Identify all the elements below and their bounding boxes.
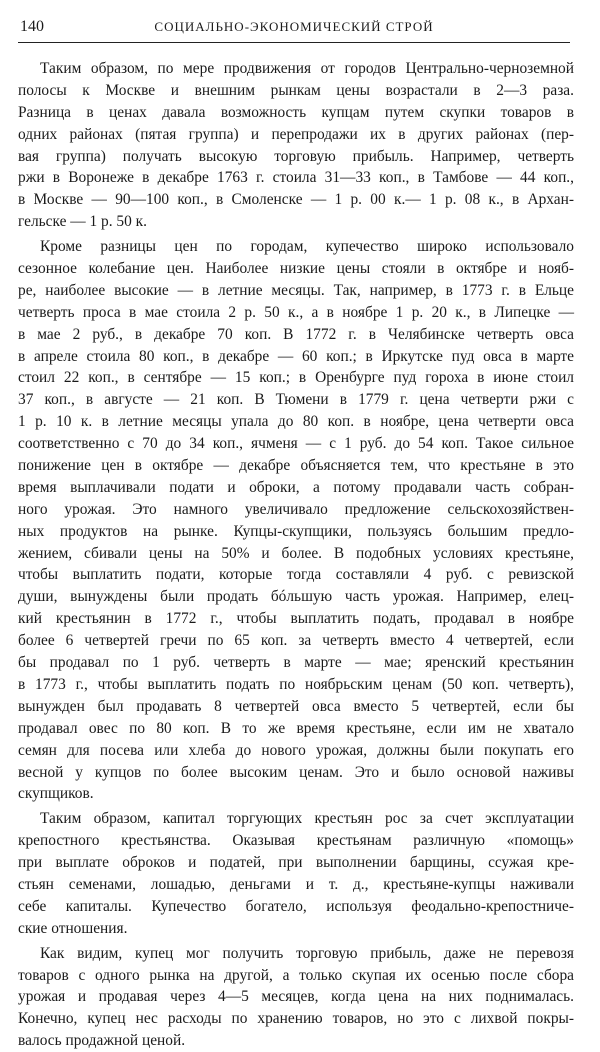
text-line: в мае 2 руб., в декабре 70 коп. В 1772 г. в Челябинске четверть овса: [18, 325, 574, 343]
text-line: бы продавал по 1 руб. четверть в марте — мае; яренский крестьянин: [18, 654, 574, 672]
page-number: 140: [20, 18, 44, 35]
text-line: семян для посева или хлеба до нового урожая, должны были покупать его: [18, 741, 574, 759]
text-line: полосы к Москве и внешним рынкам цены возрастали в 2—3 раза.: [18, 81, 574, 99]
text-line: Таким образом, капитал торгующих крестьян рос за счет эксплуатации: [40, 810, 574, 828]
text-line: чтобы выплатить подати, которые тогда составляли 4 руб. с ревизской: [18, 566, 574, 584]
text-line: товаров с одного рынка на другой, а только скупая их осенью после сбора: [18, 966, 574, 984]
paragraph: [18, 808, 574, 939]
text-line: 1 р. 10 к. в летние месяцы упала до 80 коп. в ноябре, цена четверти овса: [18, 413, 574, 431]
text-line: ного урожая. Это намного увеличивало предложение сельскохозяйствен-: [18, 500, 574, 518]
text-line: Разница в ценах давала возможность купцам путем скупки товаров в: [18, 103, 574, 121]
text-line: в апреле стоила 80 коп., в декабре — 60 коп.; в Иркутске пуд овса в марте: [18, 347, 574, 365]
text-line: понижение цен в октябре — декабре объясняется тем, что крестьяне в это: [18, 457, 574, 475]
text-line: сезонное колебание цен. Наиболее низкие цены стояли в октябре и нояб-: [18, 260, 574, 278]
text-line: урожая и продавая через 4—5 месяцев, когда цена на них поднималась.: [18, 988, 574, 1006]
text-line: ские отношения.: [18, 919, 128, 937]
text-line: более 6 четвертей гречи по 65 коп. за четверть вместо 4 четвертей, если: [18, 632, 574, 650]
text-line: четверть проса в мае стоила 2 р. 50 к., а в ноябре 1 р. 20 к., в Липецке —: [18, 303, 574, 321]
text-line: ных продуктов на рынке. Купцы-скупщики, пользуясь большим предло-: [18, 522, 574, 540]
text-line: вая группа) получать высокую торговую прибыль. Например, четверть: [18, 147, 574, 165]
page-header: [18, 16, 570, 43]
text-line: весной у купцов по более высоким ценам. Это и было основой наживы: [18, 763, 574, 781]
text-line: Таким образом, по мере продвижения от городов Центрально-черноземной: [40, 60, 574, 77]
text-line: 37 коп., в августе — 21 коп. В Тюмени в 1779 г. цена четверти ржи с: [18, 391, 574, 409]
text-line: себе капиталы. Купечество богатело, используя феодально-крепостниче-: [18, 897, 574, 915]
text-line: Конечно, купец нес расходы по хранению товаров, но это с лихвой покры-: [18, 1010, 574, 1028]
text-line: продавал овес по 80 коп. В то же время крестьяне, если им не хватало: [18, 719, 574, 737]
text-line: Кроме разницы цен по городам, купечество широко использовало: [40, 238, 574, 256]
text-line: скупщиков.: [18, 785, 94, 803]
text-line: кий крестьянин в 1772 г., чтобы выплатить подать, продавал в ноябре: [18, 610, 574, 628]
text-line: души, вынуждены были продать бóльшую часть урожая. Например, елец-: [18, 588, 574, 606]
text-line: Как видим, купец мог получить торговую прибыль, даже не перевозя: [40, 944, 574, 962]
text-line: стоил 22 коп., в сентябре — 15 коп.; в Оренбурге пуд гороха в июне стоил: [18, 369, 574, 387]
text-line: соответственно с 70 до 34 коп., ячменя — с 1 руб. до 54 коп. Такое сильное: [18, 435, 574, 453]
text-line: жением, сбивали цены на 50% и более. В подобных условиях крестьяне,: [18, 544, 574, 562]
running-title: СОЦИАЛЬНО-ЭКОНОМИЧЕСКИЙ СТРОЙ: [154, 19, 434, 34]
text-line: гельске — 1 р. 50 к.: [18, 213, 147, 231]
text-line: при выплате оброков и податей, при выполнении барщины, ссужая кре-: [18, 854, 574, 872]
text-line: в 1773 г., чтобы выплатить подать по ноябрьским ценам (50 коп. четверть),: [18, 675, 574, 693]
body-text: [18, 58, 574, 1052]
paragraph: [18, 943, 574, 1052]
paragraph: [18, 236, 574, 805]
text-line: одних районах (пятая группа) и перепродажи их в других районах (пер-: [18, 125, 574, 143]
text-line: валось продажной ценой.: [18, 1032, 186, 1050]
text-line: крепостного крестьянства. Оказывая крестьянам различную «помощь»: [18, 832, 574, 850]
text-line: вынужден был продавать 8 четвертей овса вместо 5 четвертей, если бы: [18, 697, 574, 715]
text-line: время выплачивали подати и оброки, а потому продавали часть собран-: [18, 478, 574, 496]
text-line: ржи в Воронеже в декабре 1763 г. стоила 31—33 коп., в Тамбове — 44 коп.,: [18, 169, 574, 187]
text-line: в Москве — 90—100 коп., в Смоленске — 1 р. 00 к.— 1 р. 08 к., в Архан-: [18, 191, 574, 209]
text-line: стьян семенами, лошадью, деньгами и т. д., крестьяне-купцы наживали: [18, 875, 574, 893]
text-line: ре, наиболее высокие — в летние месяцы. Так, например, в 1773 г. в Ельце: [18, 281, 574, 299]
paragraph: [18, 58, 574, 233]
